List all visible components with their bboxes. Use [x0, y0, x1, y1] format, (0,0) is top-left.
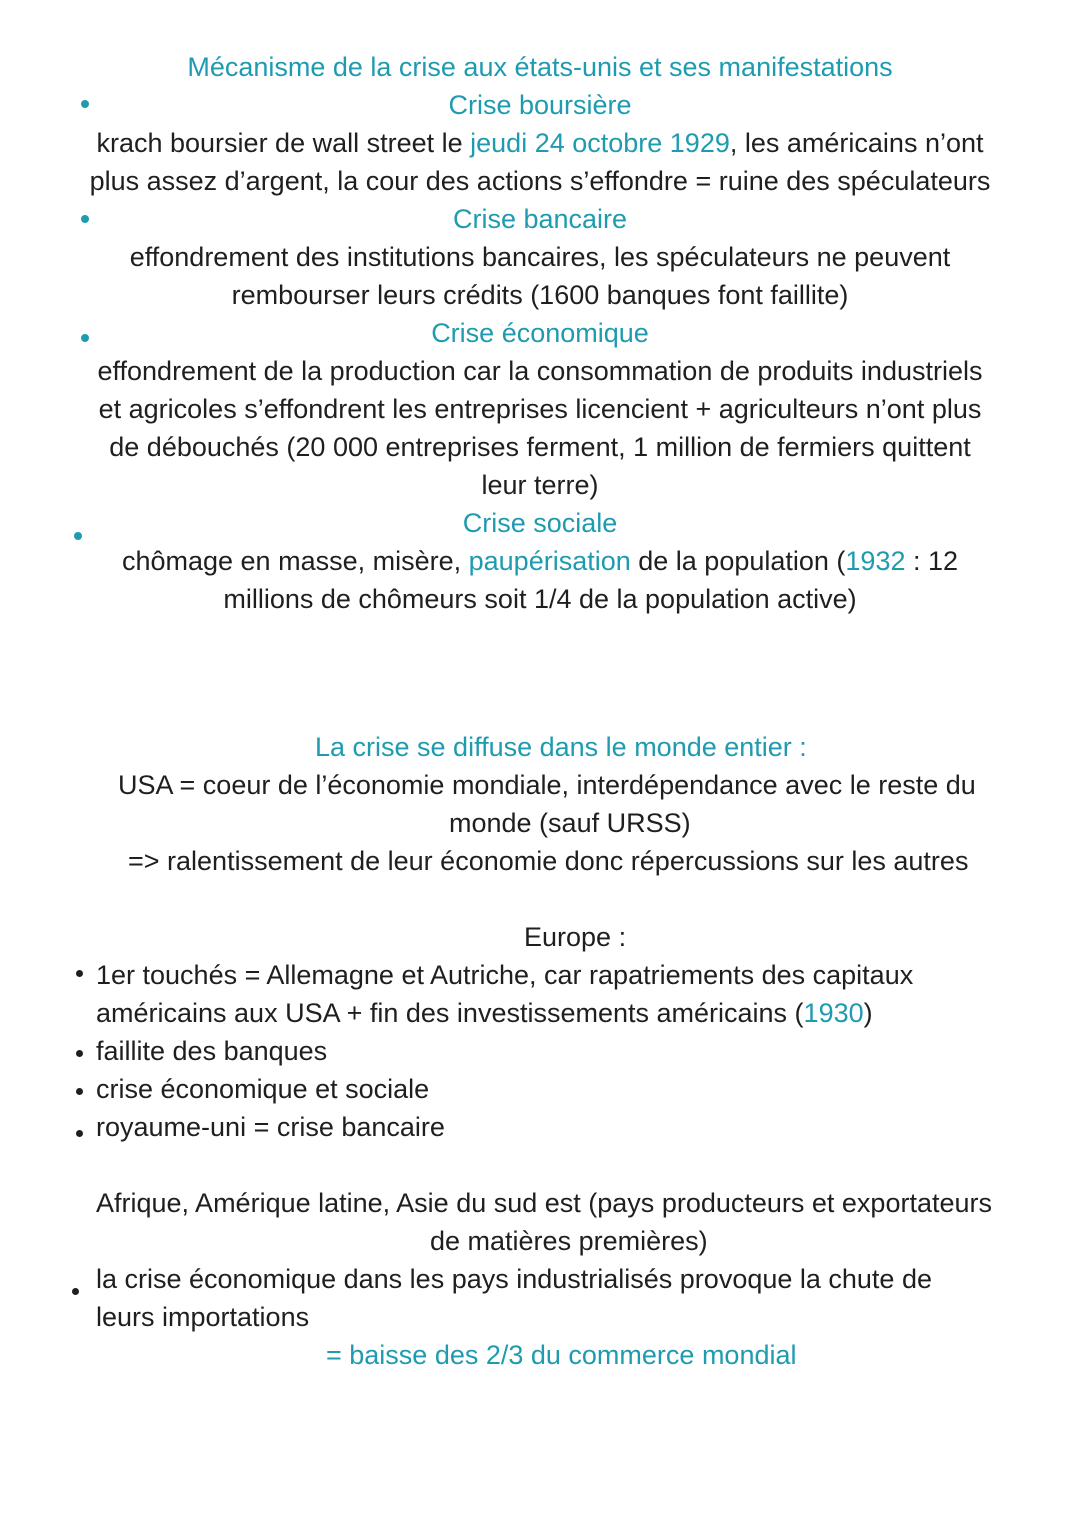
year-1932: 1932 [845, 546, 906, 576]
sociale-line-1: chômage en masse, misère, paupérisation de la population (1932 : 12 [121, 546, 959, 576]
boursiere-line-2: plus assez d’argent, la cour des actions s’effondre = ruine des spéculateurs [89, 166, 991, 196]
economique-line-4: leur terre) [481, 470, 599, 500]
conclusion-commerce: = baisse des 2/3 du commerce mondial [326, 1340, 797, 1370]
diffusion-line-1: USA = coeur de l’économie mondiale, interdépendance avec le reste du [118, 770, 976, 800]
autres-bullet-1-line-1: la crise économique dans les pays industrialisés provoque la chute de [96, 1264, 932, 1294]
autres-bullet-1-line-2: leurs importations [96, 1302, 310, 1332]
heading-crise-boursiere: Crise boursière [448, 90, 632, 120]
date-krach: jeudi 24 octobre 1929 [470, 128, 730, 158]
autres-line-1: Afrique, Amérique latine, Asie du sud est (pays producteurs et exportateurs [96, 1188, 992, 1218]
diffusion-line-3: => ralentissement de leur économie donc répercussions sur les autres [128, 846, 969, 876]
term-pauperisation: paupérisation [468, 546, 631, 576]
bullet-dot-icon [76, 1088, 83, 1095]
europe-bullet-2: faillite des banques [96, 1036, 328, 1066]
bullet-dot-icon [76, 1130, 83, 1137]
heading-crise-sociale: Crise sociale [462, 508, 618, 538]
sociale-line-2: millions de chômeurs soit 1/4 de la population active) [223, 584, 857, 614]
bullet-dot-icon [72, 1288, 79, 1295]
economique-line-3: de débouchés (20 000 entreprises ferment, 1 million de fermiers quittent [109, 432, 971, 462]
europe-bullet-4: royaume-uni = crise bancaire [96, 1112, 445, 1142]
section-title-diffusion: La crise se diffuse dans le monde entier : [315, 732, 807, 762]
year-1930: 1930 [803, 998, 864, 1028]
diffusion-line-2: monde (sauf URSS) [449, 808, 691, 838]
heading-crise-bancaire: Crise bancaire [452, 204, 628, 234]
bullet-dot-icon [76, 970, 83, 977]
section-title-mecanisme: Mécanisme de la crise aux états-unis et ses manifestations [187, 52, 893, 82]
heading-europe: Europe : [524, 922, 627, 952]
economique-line-1: effondrement de la production car la consommation de produits industriels [97, 356, 983, 386]
heading-crise-economique: Crise économique [431, 318, 649, 348]
bancaire-line-1: effondrement des institutions bancaires, les spéculateurs ne peuvent [129, 242, 951, 272]
bancaire-line-2: rembourser leurs crédits (1600 banques font faillite) [231, 280, 849, 310]
boursiere-line-1: krach boursier de wall street le jeudi 24 octobre 1929, les américains n’ont [96, 128, 984, 158]
economique-line-2: et agricoles s’effondrent les entreprises licencient + agriculteurs n’ont plus [98, 394, 982, 424]
autres-line-2: de matières premières) [430, 1226, 708, 1256]
europe-bullet-3: crise économique et sociale [96, 1074, 430, 1104]
bullet-dot-icon [76, 1050, 83, 1057]
europe-bullet-1-line-1: 1er touchés = Allemagne et Autriche, car rapatriements des capitaux [96, 960, 914, 990]
europe-bullet-1-line-2: américains aux USA + fin des investissements américains (1930) [96, 998, 873, 1028]
